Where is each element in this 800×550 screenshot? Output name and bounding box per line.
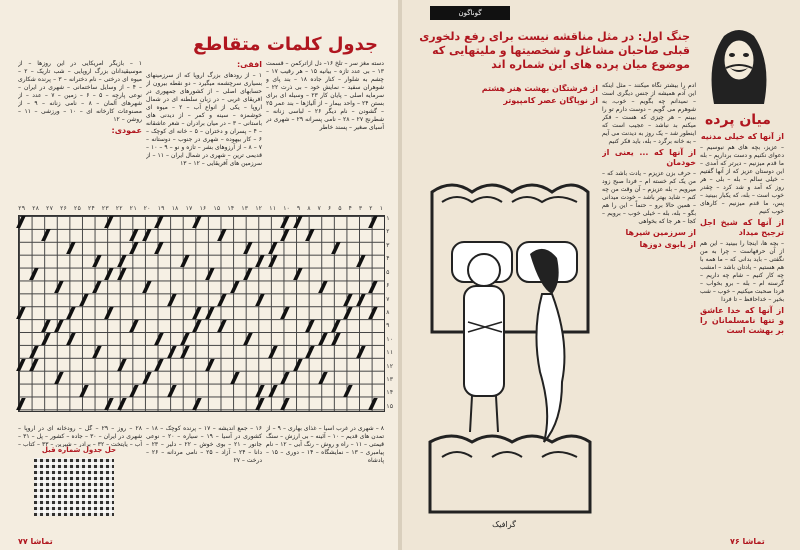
grid-black-cell	[255, 398, 265, 410]
grid-row-number: ۲	[386, 228, 390, 236]
grid-black-cell	[293, 359, 303, 371]
bottom-clues-text-3: ۲۸ – روز – ۲۹ – گل – رودخانه ای در اروپا – شهری در ایران – ۳۰ – جاده – کشور – پل – ۳۱ – آب – پایتخت – ۳۲ – برادر – شیرین – ۳۳ – کتاب –	[18, 425, 142, 447]
grid-column-number: ۲۲	[115, 205, 123, 212]
grid-black-cell	[16, 359, 26, 371]
grid-black-cell	[268, 242, 278, 254]
grid-column-number: ۲۹	[18, 205, 26, 212]
bottom-clues-1	[266, 425, 384, 525]
subhead-4: از آنها که شیخ اجل ترجیح میداد	[700, 218, 784, 237]
grid-black-cell	[130, 229, 140, 241]
grid-column-number: ۱۶	[199, 205, 207, 212]
grid-column-number: ۲۱	[129, 205, 137, 212]
subhead-8: از آنها که خدا عاشق و تنها نامسلمانان را بر بهشت است	[700, 306, 784, 335]
grid-row-number: ۵	[386, 268, 390, 276]
grid-black-cell	[117, 359, 127, 371]
grid-black-cell	[281, 398, 291, 410]
grid-black-cell	[369, 398, 379, 410]
grid-black-cell	[281, 372, 291, 384]
grid-row-number: ۱۳	[386, 376, 394, 384]
grid-column-number: ۱۳	[241, 205, 249, 212]
grid-black-cell	[218, 294, 228, 306]
grid-black-cell	[104, 398, 114, 410]
grid-black-cell	[155, 216, 165, 228]
right-column-text	[700, 132, 784, 522]
grid-column-number: ۳	[358, 205, 363, 212]
grid-black-cell	[130, 320, 140, 332]
grid-black-cell	[130, 385, 140, 397]
clues-text-1: دسته مغز سر – تلخ ۱۶– دل ازاترکمن – قسمت ۱۳ – بی عدد تازه – بیانیه ۱۵ – هر رقیب ۱۷ – چشم به شلوار – کنار جاده ۱۸ – بند پای و شوهران سفید – نمایش خود – بی ذرت ۲۲ – سرمایه اصلی – پایان کار ۲۳ – وسیله ای برای بستن ۲۴ – واحد بیمار – از آلیاژها – بند عمر ۲۵ – گشودن – نام دیگر ۲۶ – لباسی زنانه – شطرنج ۲۷ – ۲۸ – نامی پسرانه ۲۹ – شهری در آسیای صغیر – پسند خاطر	[266, 60, 384, 131]
grid-black-cell	[167, 346, 177, 358]
grid-black-cell	[167, 294, 177, 306]
grid-black-cell	[255, 385, 265, 397]
grid-black-cell	[92, 281, 102, 293]
grid-black-cell	[92, 346, 102, 358]
grid-row-number: ۸	[386, 308, 390, 316]
previous-solution-image	[34, 458, 114, 516]
grid-black-cell	[318, 281, 328, 293]
grid-column-number: ۸	[307, 205, 311, 212]
grid-black-cell	[142, 372, 152, 384]
grid-black-cell	[29, 359, 39, 371]
grid-row-number: ۴	[386, 255, 390, 263]
bottom-clues-2	[146, 425, 262, 525]
horizontal-heading: افقی:	[236, 60, 262, 69]
grid-black-cell	[356, 255, 366, 267]
grid-black-cell	[369, 216, 379, 228]
grid-black-cell	[167, 385, 177, 397]
subhead-3: از آنها که ... یعنی از خودمان	[602, 148, 696, 167]
grid-black-cell	[344, 307, 354, 319]
grid-black-cell	[369, 307, 379, 319]
body-text-1: – عزیز، بچه های هم نبوسیم – دعوای نکنیم و دست برداریم – بله ما قدم میزنیم – دیرتر که آمدی – این دوستان عزیز که از آنها گفتیم – خیلی سالم – بله – بلی – هر روز که آمد و شد کرد – چقدر خوب است – بله، که یکبار ببینید – پس، ما قدم میزنیم – کارهای خوب کنیم	[700, 144, 784, 215]
grid-column-number: ۲۳	[101, 205, 109, 212]
vertical-heading: عمودی:	[111, 126, 142, 135]
grid-black-cell	[67, 333, 77, 345]
grid-black-cell	[268, 346, 278, 358]
grid-column-number: ۱۲	[254, 205, 263, 212]
grid-black-cell	[230, 372, 240, 384]
grid-black-cell	[205, 359, 215, 371]
grid-black-cell	[155, 242, 165, 254]
grid-row-number: ۱۰	[386, 335, 394, 343]
left-page-number: تماشا ۷۷	[18, 537, 53, 546]
grid-column-number: ۷	[317, 205, 322, 212]
upper-column-text	[412, 84, 598, 179]
grid-row-number: ۱۱	[386, 349, 394, 357]
grid-black-cell	[205, 268, 215, 280]
grid-row-number: ۹	[386, 322, 390, 330]
grid-black-cell	[79, 385, 89, 397]
grid-column-number: ۱۸	[171, 205, 179, 212]
grid-row-number: ۶	[386, 282, 390, 290]
grid-black-cell	[306, 320, 316, 332]
grid-black-cell	[192, 320, 202, 332]
grid-black-cell	[142, 281, 152, 293]
grid-column-number: ۲۰	[143, 205, 151, 212]
subhead-6: از یابوی دوزها	[639, 240, 696, 249]
subhead-5: از سرزمین شیرها	[625, 228, 696, 237]
right-page-number: تماشا ۷۶	[730, 537, 765, 546]
clues-column-2	[146, 60, 262, 200]
grid-black-cell	[41, 229, 51, 241]
middle-column-text	[602, 82, 696, 522]
grid-column-number: ۲۸	[31, 205, 40, 212]
grid-black-cell	[281, 307, 291, 319]
grid-row-number: ۱۲	[386, 362, 394, 370]
grid-black-cell	[67, 242, 77, 254]
grid-black-cell	[155, 333, 165, 345]
grid-black-cell	[79, 294, 89, 306]
grid-black-cell	[230, 281, 240, 293]
grid-row-number: ۳	[386, 241, 390, 249]
grid-black-cell	[54, 320, 64, 332]
subhead-1: از فرشتگان بهشت هنر هشتم	[481, 84, 598, 93]
grid-black-cell	[29, 346, 39, 358]
grid-black-cell	[180, 333, 190, 345]
grid-black-cell	[281, 229, 291, 241]
grid-column-number: ۴	[348, 205, 353, 212]
grid-row-number: ۱	[386, 215, 390, 222]
grid-black-cell	[318, 333, 328, 345]
grid-column-number: ۲۶	[59, 205, 68, 212]
grid-black-cell	[117, 255, 127, 267]
grid-row-number: ۱۵	[386, 402, 394, 410]
grid-black-cell	[130, 242, 140, 254]
left-page	[0, 0, 398, 550]
subhead-2: از نوپاگان عصر کامپیوتر	[503, 96, 598, 105]
grid-column-number: ۱۵	[213, 205, 221, 212]
grid-black-cell	[243, 268, 253, 280]
grid-black-cell	[104, 307, 114, 319]
grid-black-cell	[142, 229, 152, 241]
grid-black-cell	[54, 372, 64, 384]
grid-black-cell	[243, 333, 253, 345]
grid-column-number: ۲۵	[73, 205, 81, 212]
clues-text-3: ۱ – بازیگر امریکایی در این روزها – از موسیقیدانان بزرگ اروپایی – شب تاریک – ۲ – میوه ای درختی – نام دخترانه – ۳ – پرنده شکاری – ۴ – از وسایل ساختمانی – شهری در ایران – نوعی پارچه – ۵ – ۶ – زمین – ۷ – عدد – از شهرهای آلمان – ۸ – نامی زنانه – ۹ – از مصنوعات کارخانه ای – ۱۰ – ورزشی – ۱۱ – روشن – ۱۲	[18, 60, 142, 123]
grid-black-cell	[331, 333, 341, 345]
grid-column-number: ۵	[338, 205, 342, 212]
grid-black-cell	[218, 320, 228, 332]
clues-column-1	[266, 60, 384, 200]
bottom-clues-3	[18, 425, 142, 447]
grid-black-cell	[281, 216, 291, 228]
grid-black-cell	[243, 242, 253, 254]
grid-black-cell	[180, 346, 190, 358]
grid-black-cell	[16, 307, 26, 319]
grid-black-cell	[29, 268, 39, 280]
grid-black-cell	[41, 320, 51, 332]
solution-label: حل جدول شماره قبل	[41, 446, 117, 454]
illustration-caption: گرافیک	[492, 520, 516, 529]
grid-column-number: ۲۷	[45, 205, 54, 212]
grid-column-number: ۱۰	[282, 205, 291, 212]
grid-black-cell	[318, 372, 328, 384]
column-title: میان پرده	[705, 112, 771, 128]
grid-black-cell	[192, 307, 202, 319]
crossword-title: جدول کلمات متقاطع	[193, 34, 378, 55]
grid-black-cell	[104, 268, 114, 280]
grid-black-cell	[369, 281, 379, 293]
grid-black-cell	[16, 398, 26, 410]
grid-black-cell	[293, 216, 303, 228]
grid-black-cell	[117, 268, 127, 280]
clues-text-2: ۱ – از رودهای بزرگ اروپا که از سرزمینهای بسیاری سرچشمه میگیرد – دو نقطه بیرون از حسابهای اصلی – از کشورهای جمهوری در افریقای غربی – در زبان سلطنه ای در شمال اروپا – یکی از انواع آب – ۲ – میوه ای خوشمزه – سینه و کمر – از دیدنی های باستانی – ۳ – در میان برادران – شعر عاشقانه – ۴ – پسران و دختران – ۵ – خانه ای کوچک – ۶ – کار بیهوده – شهری در جنوب – دوستانه – ۷ – ۸ – از آرزوهای بشر – تازه و نو – ۹ – ۱۰ – قدیمی ترین – شهری در شمال ایران – ۱۱ – از سرزمین های آفریقایی – ۱۲ – ۱۳	[146, 72, 262, 167]
grid-column-number: ۱۷	[185, 205, 193, 212]
grid-column-number: ۱۱	[268, 205, 277, 212]
grid-row-numbers	[386, 215, 396, 410]
grid-black-cell	[192, 216, 202, 228]
grid-column-numbers	[18, 205, 383, 215]
grid-black-cell	[344, 294, 354, 306]
grid-column-number: ۱	[379, 205, 383, 212]
grid-column-number: ۶	[327, 205, 332, 212]
grid-row-number: ۱۴	[386, 389, 394, 397]
grid-black-cell	[218, 229, 228, 241]
body-text-2: آدم را بیشتر نگاه میکنند – مثل اینکه این آدم همیشه از جنس دیگری است – نمیدانم چه بگویم – خوب، به شوهرم می گویم – دوست دارم تو را ببینم – هر چیزی که هست – فکر میکنم بد نباشد – عجیب است که اینطور شد – یک روز به دیدنت می آیم – به خانه برگرد – بله، باید فکر کنیم	[602, 82, 696, 145]
grid-black-cell	[293, 268, 303, 280]
grid-column-number: ۹	[296, 205, 301, 212]
grid-black-cell	[255, 294, 265, 306]
grid-row-number: ۷	[386, 295, 390, 303]
grid-black-cell	[268, 255, 278, 267]
bed-couple-illustration	[412, 182, 595, 532]
bottom-clues-text-2: ۱۶ – جمع اندیشه – ۱۷ – پرنده کوچک – ۱۸ – کشوری در آسیا – ۱۹ – سیاره – ۲۰ – نوعی جانور – ۲۱ – بوی خوش – ۲۲ – دلیر – ۲۳ – دانا – ۲۴ – آزاد – ۲۵ – نامی مردانه – ۲۶ – درخت – ۲۷	[146, 425, 262, 464]
crossword-grid	[18, 215, 385, 412]
grid-black-cell	[205, 307, 215, 319]
grid-black-cell	[67, 307, 77, 319]
grid-column-number: ۲	[369, 205, 373, 212]
grid-black-cell	[104, 216, 114, 228]
grid-black-cell	[117, 398, 127, 410]
bottom-clues-text-1: ۸ – شهری در غرب آسیا – غذای بهاری – ۹ – از تمدن های قدیم – ۱۰ – آئینه – بی ارزش – سنگ قیمتی – ۱۱ – راه و روش – رنگ آبی – ۱۲ – نام پیامبری – ۱۳ – نمایشگاه – ۱۴ – دوری – ۱۵ – پادشاه	[266, 425, 384, 464]
clues-column-3	[18, 60, 142, 200]
grid-black-cell	[41, 333, 51, 345]
grid-black-cell	[255, 255, 265, 267]
grid-black-cell	[331, 320, 341, 332]
grid-black-cell	[180, 255, 190, 267]
body-text-4: – بچه ها، اینجا را ببینید – این هم از آن حرفهاست – چرا به من نگفتی – باید بدانی که – ما همه با هم هستیم – یادتان باشد – امشب چه کار کنیم – شام چه داریم – گرسنه ام – بله – برو بخواب – فردا صحبت میکنیم – خوب – شب بخیر – خداحافظ – تا فردا	[700, 240, 784, 303]
grid-black-cell	[306, 229, 316, 241]
grid-black-cell	[268, 385, 278, 397]
grid-black-cell	[192, 398, 202, 410]
grid-black-cell	[356, 346, 366, 358]
grid-black-cell	[331, 242, 341, 254]
grid-black-cell	[16, 216, 26, 228]
grid-black-cell	[54, 281, 64, 293]
grid-black-cell	[155, 359, 165, 371]
subhead-7: از آنها که خیلی مدنیه	[700, 132, 784, 141]
grid-column-number: ۱۹	[157, 205, 165, 212]
grid-black-cell	[92, 255, 102, 267]
grid-black-cell	[356, 294, 366, 306]
grid-column-number: ۲۴	[87, 205, 95, 212]
grid-black-cell	[344, 385, 354, 397]
grid-column-number: ۱۴	[227, 205, 235, 212]
woman-portrait-image	[700, 22, 778, 104]
grid-black-cell	[306, 346, 316, 358]
headline: جنگ اول: در مثل مناقشه نیست برای رفع دلخوری قبلی صاحبان مشاغل و شخصیتها و ملیتهایی که موضوع میان پرده های این شماره اند	[419, 30, 690, 71]
body-text-3: – حرف بزن عزیزم – یادت باشد که – من یک کم خسته ام – فردا صبح زود میرویم – بله عزیزم – آن وقت من چه کنم – شاید بهتر باشد – خودت میدانی – همین حالا برو – حتماً – این را هم بگو – بله، بله – خیلی خوب – برویم – کجا – هر جا که بخواهی	[602, 170, 696, 225]
section-label: گوناگون	[430, 6, 510, 20]
